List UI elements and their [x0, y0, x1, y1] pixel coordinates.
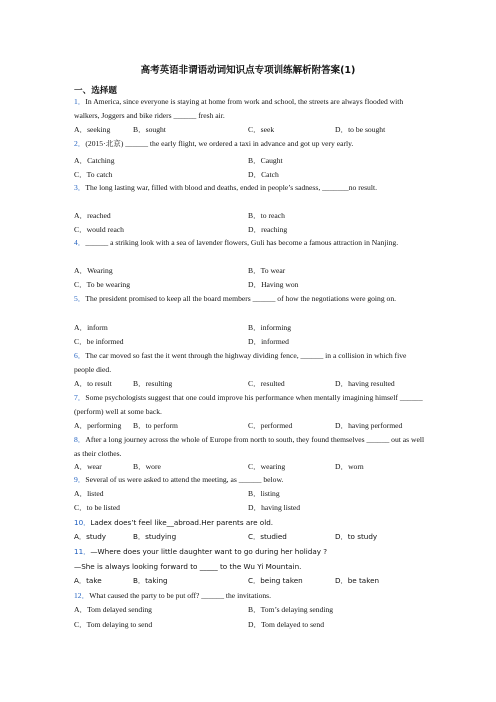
options-5	[74, 322, 426, 336]
options-9	[74, 488, 426, 502]
options-3	[74, 210, 426, 224]
question-text: What caused the party to be put off? ______ the invitations.	[89, 591, 272, 600]
option-c[interactable]: C．performed	[248, 421, 293, 430]
question-text: ______ a striking look with a sea of lavender flowers, Guli has become a famous attraction in Nanjing.	[85, 238, 399, 247]
option-c[interactable]: C．Tom delaying to send	[74, 620, 153, 629]
option-d[interactable]: D．to be sought	[335, 125, 386, 134]
option-d[interactable]: D．worn	[335, 462, 364, 471]
question-text: Ladex does’t feel like__abroad.Her parents are old.	[90, 518, 274, 527]
option-c[interactable]: C．would reach	[74, 225, 124, 234]
options-12	[74, 604, 426, 618]
options-5b	[74, 336, 426, 350]
option-a[interactable]: A．to result	[74, 379, 112, 388]
option-b[interactable]: B．to reach	[248, 211, 285, 220]
question-number: 5．	[74, 294, 86, 303]
option-c[interactable]: C．To catch	[74, 170, 113, 179]
option-c[interactable]: C．to be listed	[74, 503, 120, 512]
option-b[interactable]: B．resulting	[133, 379, 173, 388]
question-number: 4．	[74, 238, 86, 247]
option-a[interactable]: A．Wearing	[74, 266, 113, 275]
option-d[interactable]: D．informed	[248, 337, 289, 346]
option-c[interactable]: C．wearing	[248, 462, 286, 471]
option-c[interactable]: C．be informed	[74, 337, 124, 346]
question-12	[74, 589, 426, 603]
question-5	[74, 292, 426, 306]
option-a[interactable]: A．reached	[74, 211, 111, 220]
question-text-line2: —She is always looking forward to _____ to the Wu Yi Mountain.	[74, 562, 302, 571]
question-number: 3．	[74, 183, 86, 192]
question-number: 10．	[74, 518, 91, 527]
options-7	[74, 420, 426, 434]
option-a[interactable]: A．seeking	[74, 125, 111, 134]
option-d[interactable]: D．having resulted	[335, 379, 395, 388]
options-9b	[74, 502, 426, 516]
option-b[interactable]: B．sought	[133, 125, 166, 134]
question-2	[74, 137, 426, 151]
question-text: After a long journey across the whole of Europe from north to south, they found themselves ______ out as well as their clothes.	[74, 435, 425, 458]
option-b[interactable]: B．Caught	[248, 156, 283, 165]
section-heading: 一、选择题	[74, 86, 117, 96]
options-4	[74, 265, 426, 279]
option-b[interactable]: B．to perform	[133, 421, 178, 430]
question-text: The president promised to keep all the board members ______ of how the negotiations were going on.	[85, 294, 397, 303]
question-6	[74, 349, 426, 376]
option-a[interactable]: A．Catching	[74, 156, 115, 165]
question-number: 12．	[74, 591, 90, 600]
option-c[interactable]: C．To be wearing	[74, 280, 130, 289]
option-b[interactable]: B．wore	[133, 462, 161, 471]
option-a[interactable]: A．inform	[74, 323, 108, 332]
option-a[interactable]: A．study	[74, 532, 107, 541]
option-d[interactable]: D．Catch	[248, 170, 279, 179]
option-a[interactable]: A．performing	[74, 421, 122, 430]
option-b[interactable]: B．informing	[248, 323, 292, 332]
options-1	[74, 124, 426, 138]
option-d[interactable]: D．be taken	[335, 576, 380, 585]
question-9	[74, 473, 426, 487]
option-d[interactable]: D．Having won	[248, 280, 299, 289]
question-number: 11．	[74, 547, 91, 556]
option-b[interactable]: B．taking	[133, 576, 168, 585]
option-c[interactable]: C．seek	[248, 125, 275, 134]
question-number: 2．	[74, 139, 86, 148]
document-title: 高考英语非谓语动词知识点专项训练解析附答案(1)	[140, 65, 356, 76]
question-text: The car moved so fast the it went through the highway dividing fence, ______ in a collision in which five people died.	[74, 351, 407, 374]
question-text: Some psychologists suggest that one could improve his performance when mentally imagining himself ______ (perform) well at some back.	[74, 393, 423, 416]
question-number: 9．	[74, 475, 86, 484]
question-3	[74, 181, 426, 195]
question-number: 1．	[74, 97, 86, 106]
question-number: 6．	[74, 351, 86, 360]
question-1	[74, 95, 426, 122]
option-d[interactable]: D．having listed	[248, 503, 301, 512]
question-8	[74, 433, 426, 460]
option-b[interactable]: B．studying	[133, 532, 177, 541]
option-d[interactable]: D．Tom delayed to send	[248, 620, 325, 629]
question-7	[74, 391, 426, 418]
options-4b	[74, 279, 426, 293]
option-a[interactable]: A．listed	[74, 489, 104, 498]
question-number: 8．	[74, 435, 86, 444]
option-c[interactable]: C．resulted	[248, 379, 285, 388]
options-11	[74, 576, 426, 590]
option-b[interactable]: B．To wear	[248, 266, 286, 275]
question-4	[74, 236, 426, 250]
question-text: In America, since everyone is staying at home from work and school, the streets are always flooded with walkers, Joggers and bike riders ______ fresh air.	[74, 97, 404, 120]
question-11	[74, 545, 426, 559]
option-a[interactable]: A．Tom delayed sending	[74, 605, 152, 614]
options-12b	[74, 619, 426, 633]
options-10	[74, 532, 426, 546]
question-text: —Where does your little daughter want to go during her holiday ?	[90, 547, 328, 556]
question-text: Several of us were asked to attend the meeting, as ______ below.	[85, 475, 284, 484]
options-6	[74, 378, 426, 392]
option-d[interactable]: D．to study	[335, 532, 378, 541]
question-11-line2	[74, 560, 426, 574]
question-text: The long lasting war, filled with blood and deaths, ended in people’s sadness, _______no result.	[85, 183, 377, 192]
option-a[interactable]: A．take	[74, 576, 102, 585]
option-b[interactable]: B．listing	[248, 489, 280, 498]
question-10	[74, 516, 426, 530]
option-a[interactable]: A．wear	[74, 462, 102, 471]
option-c[interactable]: C．studied	[248, 532, 287, 541]
question-number: 7．	[74, 393, 86, 402]
question-text: (2015·北京) ______ the early flight, we ordered a taxi in advance and got up very early.	[85, 139, 354, 148]
option-d[interactable]: D．having performed	[335, 421, 403, 430]
option-c[interactable]: C．being taken	[248, 576, 303, 585]
option-d[interactable]: D．reaching	[248, 225, 288, 234]
options-2	[74, 155, 426, 169]
option-b[interactable]: B．Tom’s delaying sending	[248, 605, 334, 614]
